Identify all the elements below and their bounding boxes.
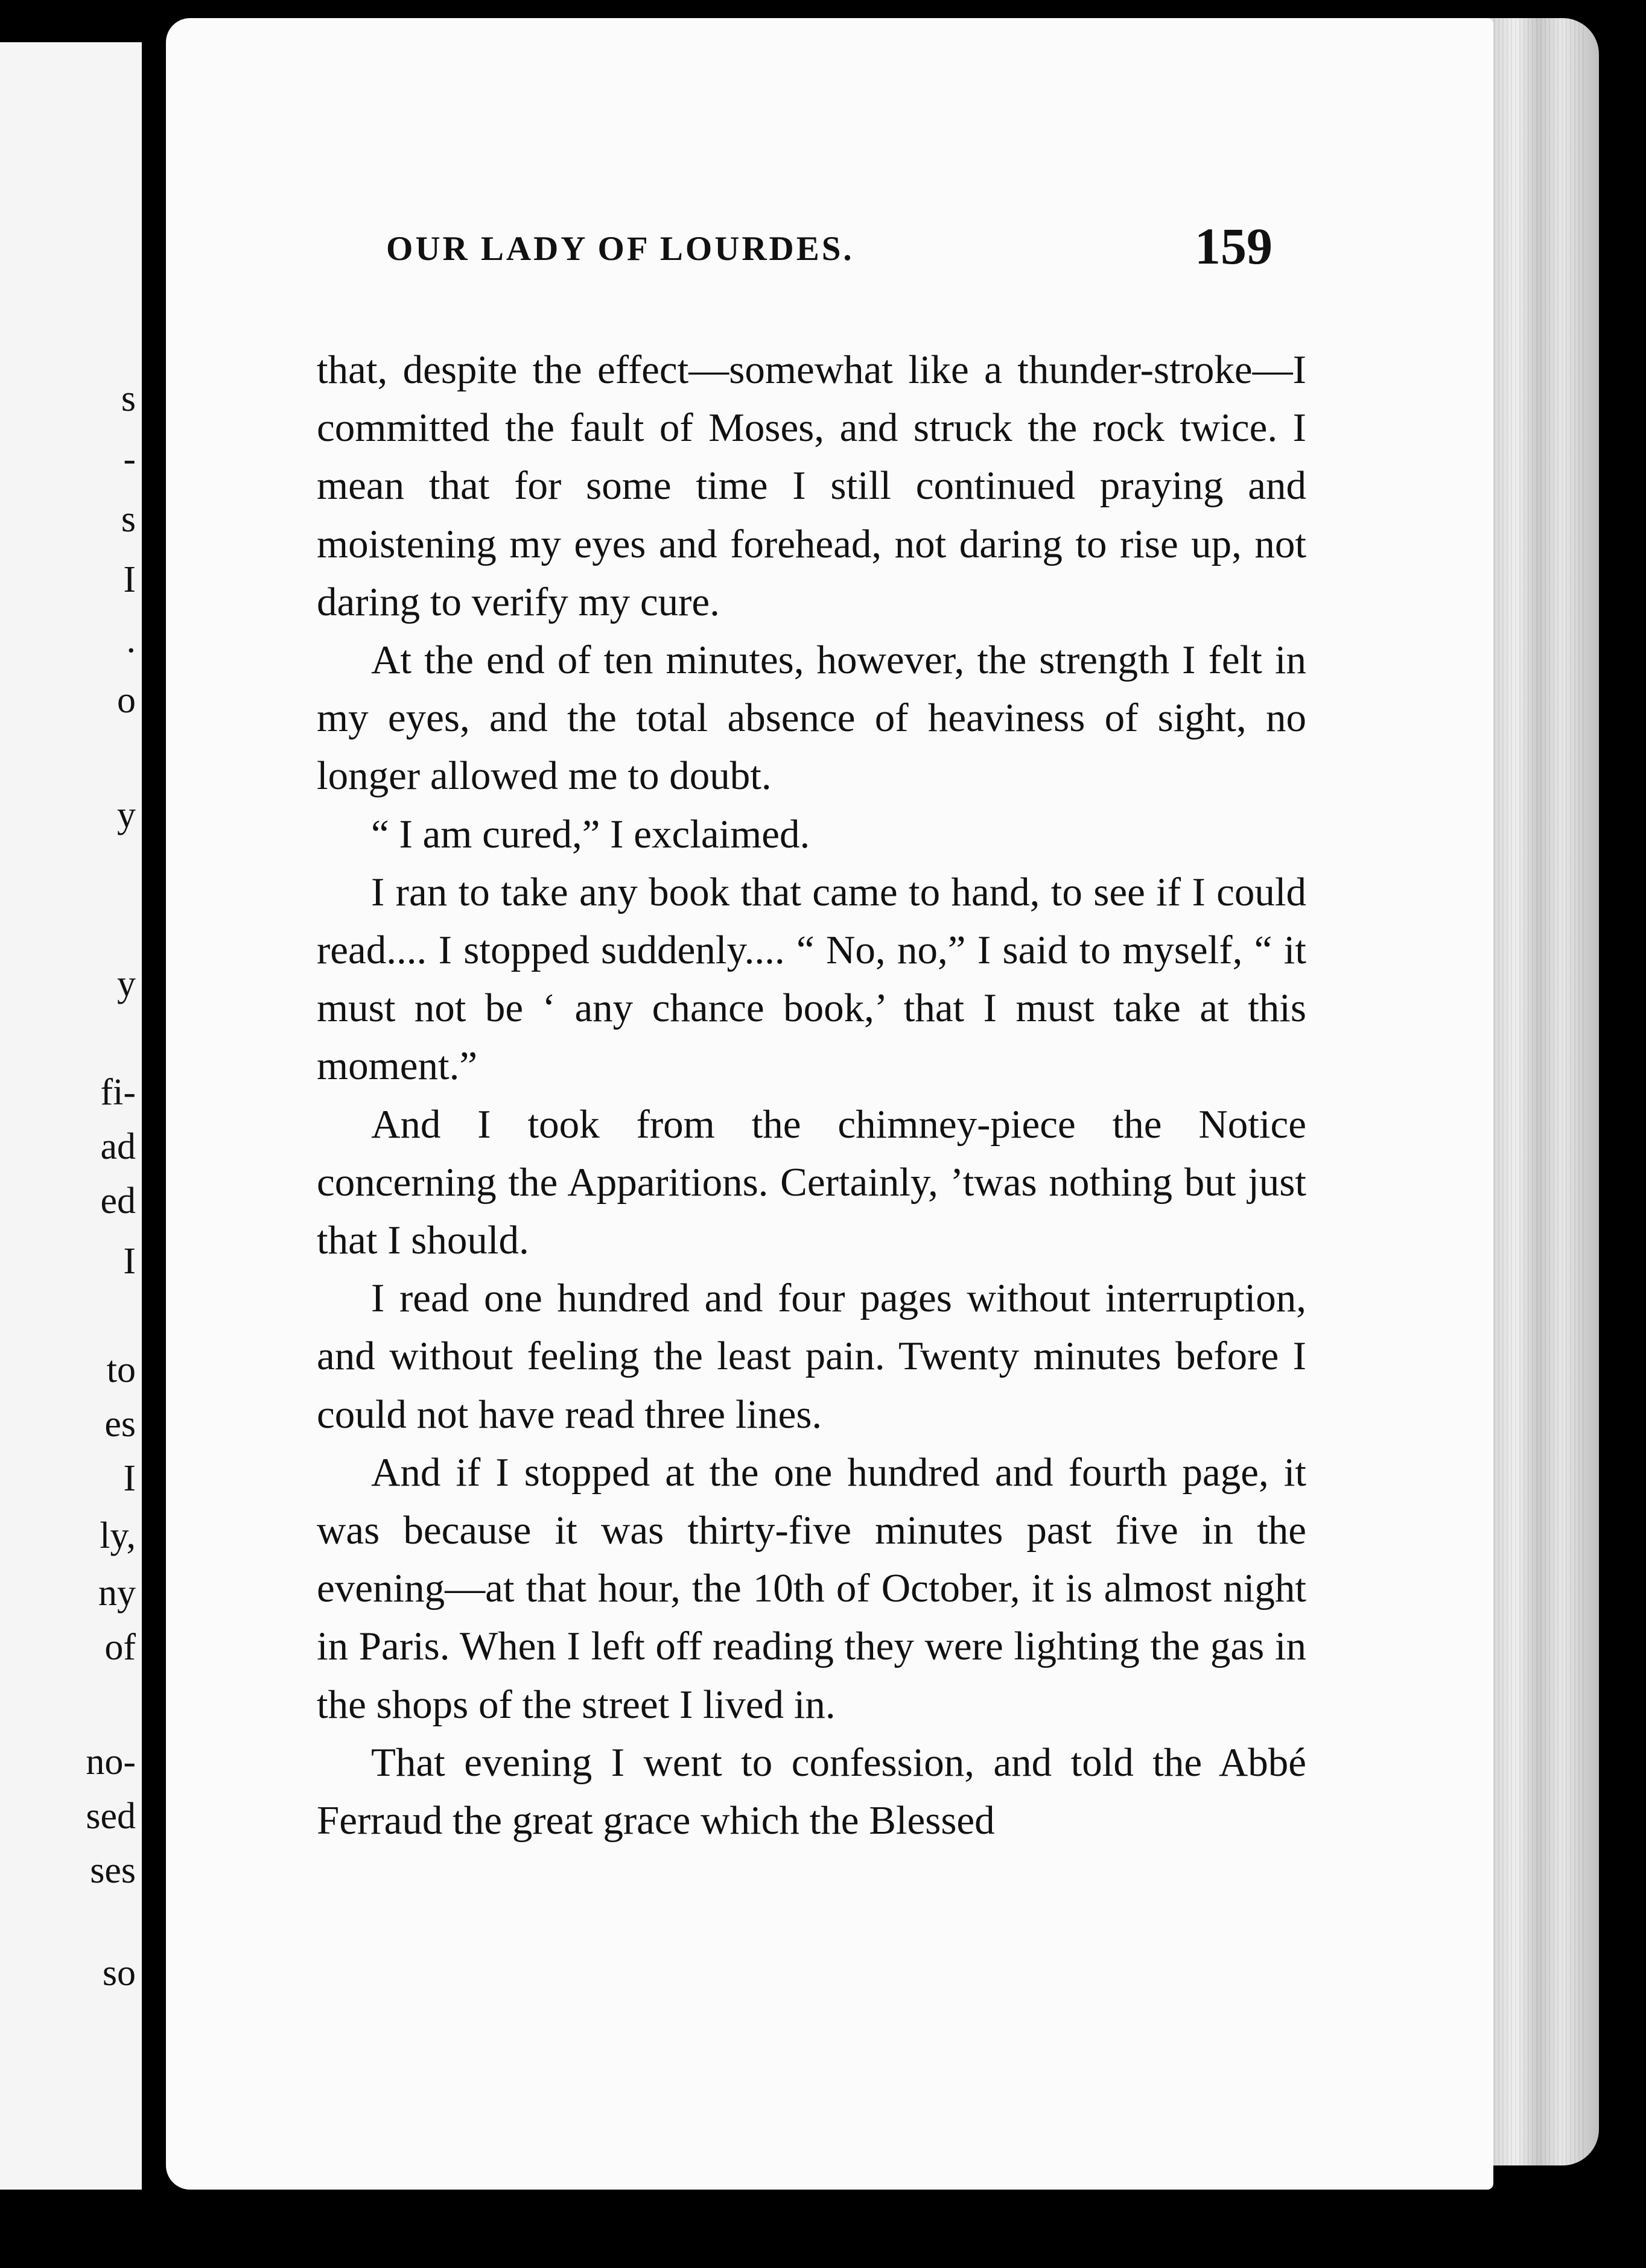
paragraph: I read one hundred and four pages without interruption, and without feeling the least pain. Twenty minutes before I could not have read three lines. [317,1276,1306,1437]
left-fragment: y [117,963,136,1004]
left-fragment: . [126,619,136,660]
paragraph: And if I stopped at the one hundred and fourth page, it was because it was thirty-five minutes past five in the evening—at that hour, the 10th of October, it is almost night in Paris. When I left off reading they were lighting the gas in the shops of the street I lived in. [317,1449,1306,1727]
left-fragment: I [123,1241,136,1282]
left-fragment: fi- [100,1072,136,1113]
left-fragment: ny [98,1573,136,1614]
left-fragment: ad [100,1126,136,1167]
left-fragment: to [106,1349,136,1390]
left-fragment: y [117,794,136,835]
body-text [317,341,1306,1849]
left-fragment: - [123,439,136,480]
paragraph: At the end of ten minutes, however, the strength I felt in my eyes, and the total absence of heaviness of sight, no longer allowed me to doubt. [317,638,1306,799]
left-fragment: sed [86,1796,136,1837]
running-title: OUR LADY OF LOURDES. [386,230,854,268]
paragraph: “ I am cured,” I exclaimed. [371,811,810,857]
paragraph: And I took from the chimney-piece the Notice concerning the Apparitions. Certainly, ’twas nothing but just that I should. [317,1101,1306,1263]
left-fragment: es [104,1404,136,1445]
paragraph: that, despite the effect—somewhat like a thunder-stroke—I committed the fault of Moses, and struck the rock twice. I mean that for some time I still continued praying and moistening my eyes and forehead, not daring to rise up, not daring to verify my cure. [317,347,1306,624]
left-fragment: of [104,1627,136,1668]
left-fragment: o [117,680,136,721]
page-number: 159 [1195,217,1273,275]
left-fragment: ses [90,1850,136,1891]
left-fragment: I [123,1458,136,1499]
book-gutter [142,36,166,2208]
left-fragment: s [121,499,136,540]
paragraph: That evening I went to confession, and told the Abbé Ferraud the great grace which the Blessed [317,1740,1306,1843]
left-fragment: no- [86,1741,136,1782]
left-fragment: ed [100,1180,136,1221]
left-fragment: I [123,559,136,600]
left-fragment: so [102,1953,136,1994]
left-fragment: s [121,378,136,419]
paragraph: I ran to take any book that came to hand, to see if I could read.... I stopped suddenly.... “ No, no,” I said to myself, “ it must not be ‘ any chance book,’ that I must take at this moment.” [317,869,1306,1089]
left-fragment: ly, [100,1515,136,1556]
facing-page-left [0,42,142,2190]
